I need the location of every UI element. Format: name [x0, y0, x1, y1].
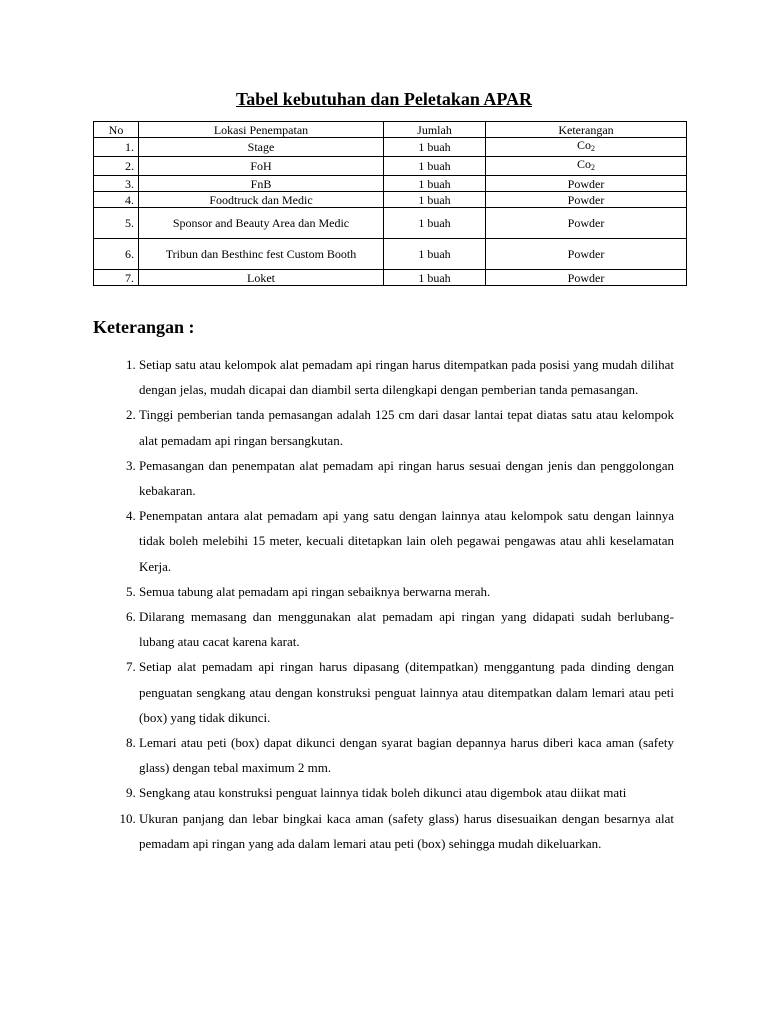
cell-lokasi: FnB [139, 176, 384, 192]
header-lokasi: Lokasi Penempatan [139, 122, 384, 138]
header-keterangan: Keterangan [486, 122, 687, 138]
table-row [94, 176, 687, 192]
cell-lokasi: FoH [139, 157, 384, 176]
table-row [94, 239, 687, 270]
keterangan-text: Powder [567, 270, 605, 285]
keterangan-text: Powder [567, 192, 605, 207]
note-item: 5. Semua tabung alat pemadam api ringan sebaiknya berwarna merah. [139, 579, 674, 604]
table-row [94, 138, 687, 157]
table-body [94, 138, 687, 286]
apar-table [93, 121, 687, 286]
cell-no: 7. [94, 270, 139, 286]
cell-lokasi: Sponsor and Beauty Area dan Medic [139, 208, 384, 239]
keterangan-text: Powder [567, 176, 605, 191]
note-item: 9. Sengkang atau konstruksi penguat lainnya tidak boleh dikunci atau digembok atau diikat mati [139, 780, 674, 805]
document-title: Tabel kebutuhan dan Peletakan APAR [235, 89, 533, 109]
keterangan-subscript: 2 [591, 163, 595, 172]
cell-jumlah: 1 buah [384, 176, 486, 192]
note-item: 7. Setiap alat pemadam api ringan harus dipasang (ditempatkan) menggantung pada dinding dengan penguatan sengkang atau dengan konstruksi penguat lainnya atau ditempatkan dalam lemari atau peti (box) yang tidak dikunci. [139, 654, 674, 730]
cell-keterangan [486, 138, 687, 157]
note-item: 10. Ukuran panjang dan lebar bingkai kaca aman (safety glass) harus disesuaikan dengan besarnya alat pemadam api ringan yang ada dalam lemari atau peti (box) sehingga mudah dikeluarkan. [139, 806, 674, 856]
cell-keterangan [486, 192, 687, 208]
cell-jumlah: 1 buah [384, 270, 486, 286]
cell-lokasi: Stage [139, 138, 384, 157]
note-item: 6. Dilarang memasang dan menggunakan alat pemadam api ringan yang didapati sudah berlubang-lubang atau cacat karena karat. [139, 604, 674, 654]
cell-no: 6. [94, 239, 139, 270]
keterangan-heading: Keterangan : [93, 317, 195, 337]
cell-no: 4. [94, 192, 139, 208]
note-item: 8. Lemari atau peti (box) dapat dikunci dengan syarat bagian depannya harus diberi kaca aman (safety glass) dengan tebal maximum 2 mm. [139, 730, 674, 780]
cell-keterangan [486, 270, 687, 286]
cell-keterangan [486, 157, 687, 176]
cell-lokasi: Foodtruck dan Medic [139, 192, 384, 208]
cell-jumlah: 1 buah [384, 192, 486, 208]
table-row [94, 270, 687, 286]
note-item: 3. Pemasangan dan penempatan alat pemadam api ringan harus sesuai dengan jenis dan penggolongan kebakaran. [139, 453, 674, 503]
header-jumlah: Jumlah [384, 122, 486, 138]
cell-jumlah: 1 buah [384, 239, 486, 270]
cell-keterangan [486, 176, 687, 192]
cell-lokasi: Tribun dan Besthinc fest Custom Booth [139, 239, 384, 270]
note-item: 4. Penempatan antara alat pemadam api yang satu dengan lainnya atau kelompok satu dengan lainnya tidak boleh melebihi 15 meter, kecuali ditetapkan lain oleh pegawai pengawas atau ahli keselamatan Kerja. [139, 503, 674, 579]
table-row [94, 192, 687, 208]
table-row [94, 208, 687, 239]
cell-jumlah: 1 buah [384, 208, 486, 239]
cell-keterangan [486, 208, 687, 239]
cell-keterangan [486, 239, 687, 270]
table-row [94, 157, 687, 176]
keterangan-text: Powder [567, 216, 605, 230]
cell-no: 1. [94, 138, 139, 157]
keterangan-subscript: 2 [591, 144, 595, 153]
keterangan-text: Co [576, 157, 591, 171]
cell-no: 5. [94, 208, 139, 239]
table-header-row [94, 122, 687, 138]
notes-list [93, 352, 674, 856]
note-item: 1. Setiap satu atau kelompok alat pemadam api ringan harus ditempatkan pada posisi yang mudah dilihat dengan jelas, mudah dicapai dan diambil serta dilengkapi dengan pemberian tanda pemasangan. [139, 352, 674, 402]
cell-lokasi: Loket [139, 270, 384, 286]
cell-jumlah: 1 buah [384, 138, 486, 157]
cell-no: 3. [94, 176, 139, 192]
note-item: 2. Tinggi pemberian tanda pemasangan adalah 125 cm dari dasar lantai tepat diatas satu atau kelompok alat pemadam api ringan bersangkutan. [139, 402, 674, 452]
cell-jumlah: 1 buah [384, 157, 486, 176]
keterangan-text: Co [576, 138, 591, 152]
header-no: No [94, 122, 139, 138]
keterangan-text: Powder [567, 247, 605, 261]
cell-no: 2. [94, 157, 139, 176]
